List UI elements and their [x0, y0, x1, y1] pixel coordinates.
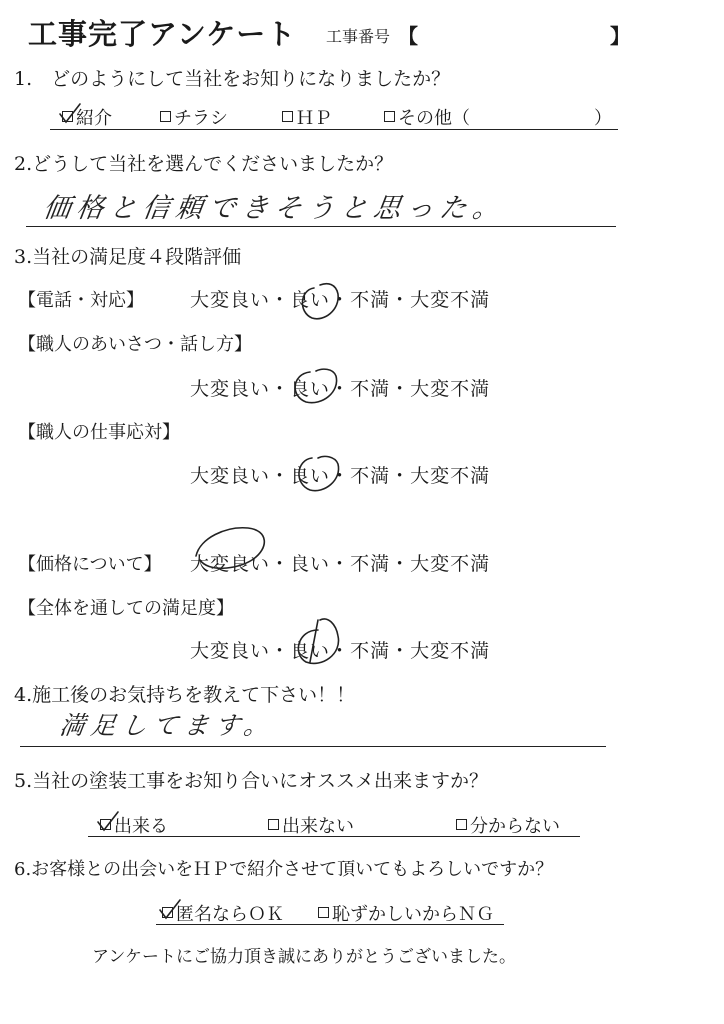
q1-option-flyer[interactable]: チラシ — [160, 104, 228, 130]
job-number-bracket-open: 【 — [398, 24, 418, 48]
q2-handwritten-answer[interactable]: 価格と信頼できそうと思った。 — [41, 193, 508, 224]
rating-row-phone[interactable]: 大変良い・良い・不満・大変不満 — [190, 289, 491, 311]
q1-hp-checkbox[interactable] — [282, 111, 293, 122]
q2-answer-line — [26, 226, 616, 227]
rating-row-work[interactable]: 大変良い・良い・不満・大変不満 — [190, 465, 491, 487]
question-4: 4.施工後のお気持ちを教えて下さい！！ — [14, 684, 356, 706]
rating-category-phone: 【電話・対応】 — [18, 290, 144, 311]
q5-option-unsure[interactable]: 分からない — [456, 812, 560, 838]
rating-row-manners[interactable]: 大変良い・良い・不満・大変不満 — [190, 378, 491, 400]
q1-option-hp[interactable]: ＨＰ — [282, 104, 332, 130]
job-number-bracket-close: 】 — [610, 24, 630, 48]
rating-row-overall[interactable]: 大変良い・良い・不満・大変不満 — [190, 640, 491, 662]
q5-underline — [88, 836, 580, 837]
q5-no-checkbox[interactable] — [268, 819, 279, 830]
rating-row-price[interactable]: 大変良い・良い・不満・大変不満 — [190, 553, 491, 575]
rating-category-price: 【価格について】 — [18, 554, 162, 575]
rating-category-overall: 【全体を通しての満足度】 — [18, 598, 234, 619]
q1-flyer-checkbox[interactable] — [160, 111, 171, 122]
q5-option-no[interactable]: 出来ない — [268, 812, 354, 838]
q5-option-yes[interactable]: 出来る — [100, 812, 168, 838]
q6-anonymous-checkbox[interactable] — [162, 907, 173, 918]
q6-option-embarrassed-ng[interactable]: 恥ずかしいからＮＧ — [318, 900, 494, 926]
q5-unsure-checkbox[interactable] — [456, 819, 467, 830]
job-number-label: 工事番号 — [326, 27, 391, 46]
question-3: 3.当社の満足度４段階評価 — [14, 246, 242, 268]
q1-option-referral[interactable]: 紹介 — [62, 104, 112, 130]
q1-other-close-paren: ） — [594, 108, 612, 129]
question-6: 6.お客様との出会いをＨＰで紹介させて頂いてもよろしいですか？ — [14, 859, 554, 880]
q4-handwritten-answer[interactable]: 満足してます。 — [57, 711, 277, 740]
q1-underline — [50, 129, 618, 130]
q1-other-checkbox[interactable] — [384, 111, 395, 122]
q6-option-anonymous-ok[interactable]: 匿名ならＯＫ — [162, 900, 284, 926]
q1-option-other[interactable]: その他（ — [384, 104, 470, 130]
q6-ng-checkbox[interactable] — [318, 907, 329, 918]
rating-category-manners: 【職人のあいさつ・話し方】 — [18, 334, 252, 355]
question-2: 2.どうして当社を選んでくださいましたか？ — [14, 153, 394, 175]
q5-yes-checkbox[interactable] — [100, 819, 111, 830]
q1-referral-checkbox[interactable] — [62, 111, 73, 122]
rating-category-work: 【職人の仕事応対】 — [18, 422, 180, 443]
thanks-message: アンケートにご協力頂き誠にありがとうございました。 — [92, 947, 516, 967]
question-1: 1. どのようにして当社をお知りになりましたか？ — [14, 68, 451, 90]
q4-answer-line — [20, 746, 606, 747]
q6-underline — [156, 924, 504, 925]
form-title: 工事完了アンケート — [28, 17, 297, 51]
question-5: 5.当社の塗装工事をお知り合いにオススメ出来ますか？ — [14, 770, 488, 792]
